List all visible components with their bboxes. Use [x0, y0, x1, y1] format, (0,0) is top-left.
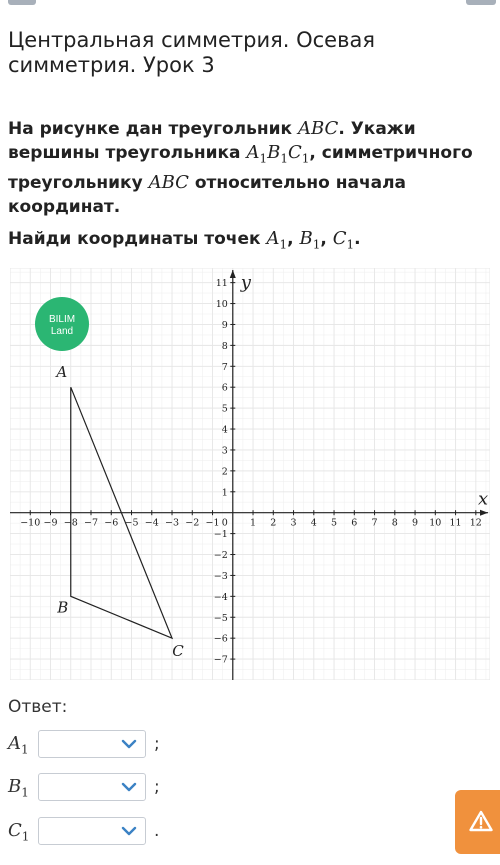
x-tick-label: 2 — [270, 517, 277, 529]
x-tick-label: 9 — [412, 517, 419, 529]
report-problem-button[interactable] — [455, 790, 500, 854]
y-tick-label: −6 — [213, 633, 228, 645]
x-tick-label: 1 — [250, 517, 257, 529]
y-tick-label: 2 — [221, 466, 228, 478]
x-tick-label: 11 — [449, 517, 462, 529]
y-tick-label: −2 — [213, 550, 228, 562]
x-tick-label: 4 — [310, 517, 317, 529]
x-tick-label: −7 — [84, 517, 99, 529]
answer-select-b1[interactable] — [38, 773, 146, 801]
x-tick-label: 3 — [290, 517, 297, 529]
y-tick-label: 7 — [221, 361, 228, 373]
y-tick-label: −5 — [213, 612, 228, 624]
x-tick-label: 8 — [391, 517, 398, 529]
logo-text-line2: Land — [50, 326, 74, 337]
x-tick-label: −1 — [205, 517, 220, 529]
warning-icon — [469, 810, 493, 832]
x-tick-label: −2 — [185, 517, 200, 529]
x-tick-label: −3 — [165, 517, 180, 529]
y-tick-label: −3 — [213, 570, 228, 582]
y-tick-label: −1 — [213, 529, 228, 541]
x-axis-label: x — [478, 488, 489, 510]
task-paragraph-2: Найди координаты точек $A_1$, $B_1$, $C_1$. — [8, 227, 361, 252]
chevron-down-icon — [121, 826, 137, 836]
y-tick-label: −4 — [213, 591, 228, 603]
y-tick-label: 8 — [221, 340, 228, 352]
answer-label: Ответ: — [8, 697, 68, 717]
bilimland-logo — [35, 297, 89, 351]
x-tick-label: 7 — [371, 517, 378, 529]
y-tick-label: −7 — [213, 654, 228, 666]
x-tick-label: −9 — [43, 517, 58, 529]
answer-punct-b1: ; — [154, 777, 160, 797]
answer-select-a1[interactable] — [38, 730, 146, 758]
y-tick-label: 6 — [221, 382, 228, 394]
answer-var-a1: $A_1$ — [8, 733, 29, 757]
answer-var-b1: $B_1$ — [8, 776, 29, 800]
x-tick-label: 10 — [429, 517, 442, 529]
logo-text-line1: BILIM — [48, 314, 76, 325]
answer-punct-a1: ; — [154, 734, 160, 754]
top-nav-stub-left — [8, 0, 36, 5]
x-tick-label: −5 — [124, 517, 139, 529]
y-tick-label: 11 — [215, 278, 228, 290]
vertex-label-b: B — [57, 598, 69, 617]
lesson-title: Центральная симметрия. Осевая симметрия. Урок 3 — [8, 28, 375, 77]
answer-var-c1: $C_1$ — [8, 820, 30, 844]
vertex-label-c: C — [172, 642, 184, 661]
x-tick-label: 12 — [469, 517, 482, 529]
answer-select-c1[interactable] — [38, 817, 146, 845]
x-tick-label: −8 — [63, 517, 78, 529]
chevron-down-icon — [121, 782, 137, 792]
y-tick-label: 1 — [221, 487, 228, 499]
y-axis-label: y — [240, 272, 251, 293]
y-tick-label: 4 — [221, 424, 228, 436]
answer-punct-c1: . — [154, 821, 160, 841]
task-statement — [8, 117, 496, 264]
origin-label: 0 — [221, 517, 228, 529]
task-paragraph-1: На рисунке дан треугольник ABC. Укажи вершины треугольника $A_1B_1C_1$, симметричного треугольнику ABC относительно начала координат. — [8, 118, 473, 217]
x-tick-label: 6 — [351, 517, 358, 529]
x-tick-label: 5 — [331, 517, 338, 529]
coordinate-plane — [10, 268, 490, 680]
y-tick-label: 9 — [221, 319, 228, 331]
y-tick-label: 3 — [221, 445, 228, 457]
top-nav-stub-right — [466, 0, 496, 5]
x-tick-label: −4 — [144, 517, 159, 529]
x-tick-label: −6 — [104, 517, 119, 529]
chevron-down-icon — [121, 739, 137, 749]
y-tick-label: 10 — [215, 299, 228, 311]
y-tick-label: 5 — [221, 403, 228, 415]
x-tick-label: −10 — [20, 517, 41, 529]
vertex-label-a: A — [56, 363, 68, 382]
